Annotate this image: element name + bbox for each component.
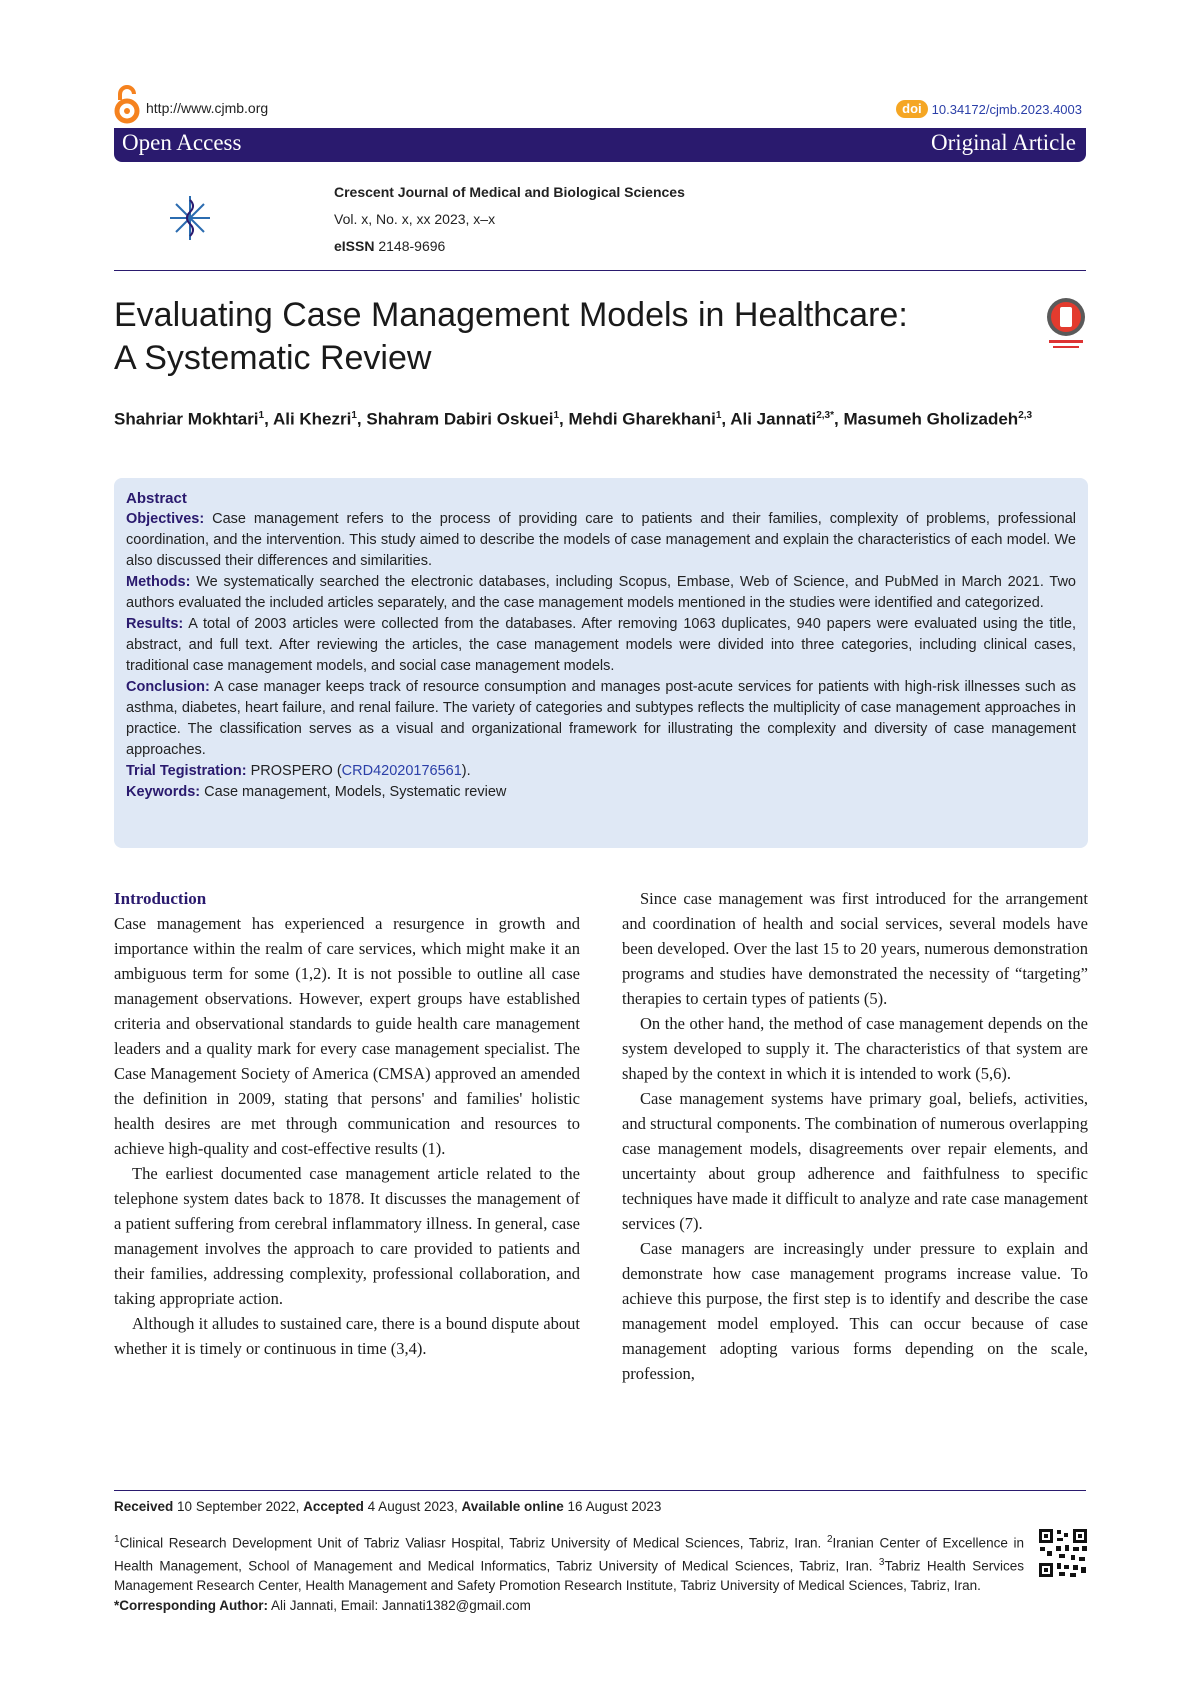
author-affiliation: 2,3* [816,410,834,421]
journal-name: Crescent Journal of Medical and Biological Sciences [334,184,685,200]
qr-code-icon [1037,1527,1089,1579]
abstract-box [114,478,1088,848]
objectives-label: Objectives: [126,511,205,527]
author-affiliation: 1 [553,410,559,421]
article-banner [114,128,1086,162]
article-dates [114,1499,661,1514]
corresponding-text: Ali Jannati, Email: Jannati1382@gmail.com [267,1597,531,1613]
abstract-trial [126,761,1076,782]
header-divider [114,270,1086,271]
methods-text: We systematically searched the electronic databases, including Scopus, Embase, Web of Science, and PubMed in March 2021. Two authors evaluated the included articles separately, and the case management models mentioned in the studies were identified and categorized. [126,574,1076,611]
journal-info [334,179,685,260]
corresponding-label: *Corresponding Author: [114,1597,268,1613]
author-affiliation: 1 [715,410,722,421]
affiliations [114,1530,1024,1615]
results-label: Results: [126,616,184,632]
journal-volume: Vol. x, No. x, xx 2023, x–x [334,211,496,227]
accepted-date: 4 August 2023, [363,1499,462,1514]
results-text: A total of 2003 articles were collected from the databases. After removing 1063 duplicates, 940 papers were evaluated using the title, abstract, and full text. After reviewing the articles, the case management models were divided into three categories, including clinical cases, traditional case management models, and social case management models. [126,616,1076,674]
keywords-text: Case management, Models, Systematic review [200,784,507,800]
eissn-label: eISSN [334,238,375,254]
author-name: Ali Khezri [272,409,352,429]
online-date: 16 August 2023 [563,1499,662,1514]
received-date: 10 September 2022, [173,1499,304,1514]
body-paragraph: Case managers are increasingly under pressure to explain and demonstrate how case management programs increase value. To achieve this purpose, the first step is to identify and describe the case management model employed. This can occur because of case management adopting various forms depending on the scale, profession, [622,1239,1088,1383]
body-column-right [622,886,1088,1386]
affiliation-text [114,1530,1024,1596]
body-paragraph: Although it alludes to sustained care, there is a bound dispute about whether it is timely or continuous in time (3,4). [114,1314,580,1358]
conclusion-label: Conclusion: [126,679,210,695]
article-title [114,294,994,380]
body-paragraph: On the other hand, the method of case management depends on the system developed to supply it. The characteristics of that system are shaped by the context in which it is intended to work (5,6). [622,1014,1088,1083]
trial-text: PROSPERO ( [246,763,342,779]
author-name: Ali Jannati [730,409,817,429]
objectives-text: Case management refers to the process of providing care to patients and their families, complexity of problems, professional coordination, and the intervention. This study aimed to describe the models of case management and explain the characteristics of each model. We also discussed their differences and similarities. [126,511,1076,569]
affiliation-1: Clinical Research Development Unit of Tabriz Valiasr Hospital, Tabriz University of Medical Sciences, Tabriz, Iran. [119,1535,827,1551]
author-list: Shahriar Mokhtari$^1$, Ali Khezri$^1$, Shahram Dabiri Oskuei$^1$, Mehdi Gharekhani$^1$, Ali Jannati$^{2,3*}$, Masumeh Gholizadeh$^{2,3}$ [114,409,1033,429]
affiliation-3: Tabriz Health Services Management Research Center, Health Management and Safety Promotion Research Institute, Tabriz University of Medical Sciences, Tabriz, Iran. [114,1558,1024,1593]
abstract-objectives [126,509,1076,572]
crescent-journal-logo-icon [112,170,232,270]
author-affiliation: 1 [258,410,265,421]
doi-badge: doi [896,100,928,118]
crossmark-icon[interactable] [1043,296,1089,354]
corresponding-author [114,1596,1024,1616]
body-paragraph: Case management systems have primary goal, beliefs, activities, and structural components. The combination of numerous overlapping case management models, disagreements over repair elements, and uncertainty about group adherence and faithfulness to specific techniques have made it difficult to analyze and rate case management services (7). [622,1089,1088,1233]
abstract-conclusion [126,677,1076,761]
open-access-label: Open Access [122,130,242,155]
doi-link[interactable]: 10.34172/cjmb.2023.4003 [931,101,1082,117]
journal-eissn [334,233,685,260]
trial-registration-link[interactable]: CRD42020176561 [341,763,462,779]
eissn-value: 2148-9696 [378,238,446,254]
author-affiliation: 1 [351,410,357,421]
footer-divider [114,1490,1086,1491]
article-type-label: Original Article [931,130,1076,155]
trial-text-end: ). [461,763,471,779]
received-label: Received [114,1499,174,1514]
author-name: Mehdi Gharekhani [568,409,716,429]
author-name: Shahriar Mokhtari [114,409,259,429]
abstract-results [126,614,1076,677]
introduction-heading: Introduction [114,889,207,908]
body-paragraph: The earliest documented case management article related to the telephone system dates back to 1878. It discusses the management of a patient suffering from cerebral inflammatory illness. In general, case management involves the approach to care provided to patients and their families, addressing complexity, professional collaboration, and taking appropriate action. [114,1164,580,1308]
author-name: Shahram Dabiri Oskuei [366,409,554,429]
body-column-left [114,886,580,1361]
abstract-methods [126,572,1076,614]
online-label: Available online [461,1499,564,1514]
abstract-keywords [126,782,1076,803]
open-access-lock-icon [112,84,142,124]
doi-block[interactable] [896,100,1082,118]
title-line-1: Evaluating Case Management Models in Healthcare: [114,296,908,334]
affiliation-number: 3 [878,1557,885,1568]
body-paragraph: Case management has experienced a resurgence in growth and importance within the realm of care services, which might make it an ambiguous term for some (1,2). It is not possible to outline all case management observations. However, expert groups have established criteria and observational standards to guide health care management leaders and a quality mark for every case management specialist. The Case Management Society of America (CMSA) approved an amended the definition in 2009, stating that persons' and families' holistic health desires are met through communication and resources to achieve high-quality and cost-effective results (1). [114,914,580,1158]
affiliation-number: 1 [114,1534,120,1545]
conclusion-text: A case manager keeps track of resource consumption and manages post-acute services for patients with high-risk illnesses such as asthma, diabetes, heart failure, and renal failure. The variety of categories and subtypes reflects the multiplicity of case management approaches in practice. The classification serves as a visual and organizational framework for illustrating the complexity and diversity of case management approaches. [126,679,1076,758]
affiliation-2: Iranian Center of Excellence in Health Management, School of Management and Medical Informatics, Tabriz University of Medical Sciences, Tabriz, Iran. [114,1535,1024,1574]
author-affiliation: 2,3 [1018,410,1033,421]
body-paragraph: Since case management was first introduced for the arrangement and coordination of health and social services, several models have been developed. Over the last 15 to 20 years, numerous demonstration programs and studies have demonstrated the necessity of “targeting” therapies to certain types of patients (5). [622,889,1088,1008]
keywords-label: Keywords: [126,784,201,800]
author-name: Masumeh Gholizadeh [843,409,1019,429]
title-line-2: A Systematic Review [114,339,432,377]
trial-label: Trial Tegistration: [126,763,247,779]
abstract-heading: Abstract [126,490,187,507]
journal-url-link[interactable]: http://www.cjmb.org [146,100,269,116]
methods-label: Methods: [126,574,191,590]
accepted-label: Accepted [303,1499,364,1514]
affiliation-number: 2 [826,1534,833,1545]
